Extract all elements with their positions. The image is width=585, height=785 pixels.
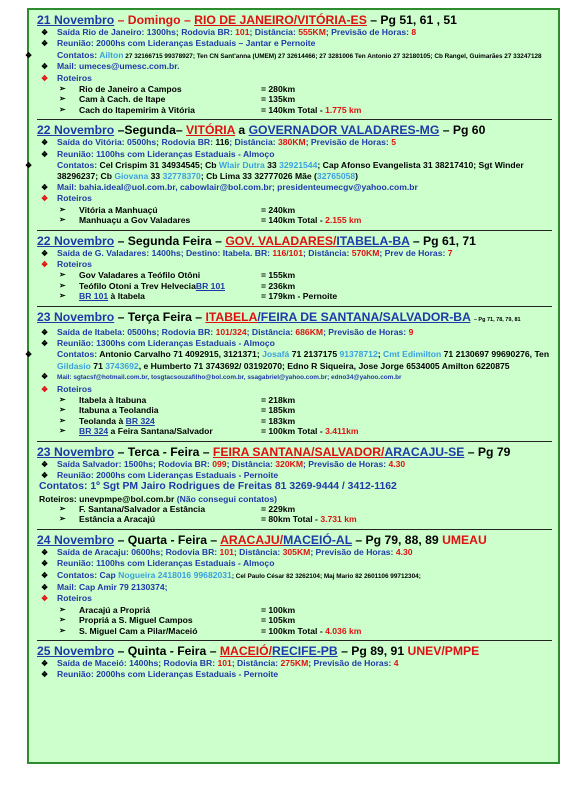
meeting-line: ❖ Reunião: 2000hs com Lideranças Estaduais - Pernoite bbox=[41, 669, 279, 680]
roteiros-label: ❖ Roteiros bbox=[41, 193, 92, 204]
departure-line: ❖ Saída de Maceió: 1400hs; Rodovia BR: 101; Distância: 275KM; Previsão de Horas: 4 bbox=[41, 658, 399, 669]
arrow-icon: ➢ bbox=[59, 405, 66, 415]
bullet-icon: ❖ bbox=[41, 248, 49, 258]
section-heading: 22 Novembro – Segunda Feira – GOV. VALADARES/ITABELA-BA – Pg 61, 71 bbox=[37, 233, 476, 248]
meeting-line: ❖ Reunião: 1100hs com Lideranças Estaduais - Almoço bbox=[41, 558, 275, 569]
route-row: ➢ Itabela à Itabuna = 218km bbox=[59, 394, 296, 405]
bullet-icon: ❖ bbox=[41, 384, 49, 394]
roteiros-label: ❖ Roteiros bbox=[41, 593, 92, 604]
departure-line: ❖ Saída Rio de Janeiro: 1300hs; Rodovia BR: 101; Distância: 555KM; Previsão de Horas: 8 bbox=[41, 27, 417, 37]
divider bbox=[37, 119, 552, 120]
contacts-line: ❖ Contatos: Cap Nogueira 2418016 99682031; Cel Paulo César 82 3262104; Maj Mario 82 2601106 99712304; bbox=[41, 569, 421, 580]
arrow-icon: ➢ bbox=[59, 104, 66, 114]
arrow-icon: ➢ bbox=[59, 514, 66, 524]
mail-line: ❖ Mail: sgtacsf@hotmail.com.br, tosgtacsouzafilho@bol.com.br, ssagabriel@yahoo.com.br; edno34@yahoo.com.br bbox=[41, 372, 402, 382]
roteiros-label: ❖ Roteiros bbox=[41, 72, 92, 83]
route-row: ➢ Estância a Aracajú = 80km Total - 3.731 km bbox=[59, 514, 357, 525]
route-row: ➢ Propriá a S. Miguel Campos = 105km bbox=[59, 615, 296, 626]
bullet-icon: ❖ bbox=[41, 28, 49, 37]
bullet-icon: ❖ bbox=[41, 338, 49, 348]
bullet-icon: ❖ bbox=[25, 50, 33, 60]
bullet-icon: ❖ bbox=[41, 471, 49, 480]
arrow-icon: ➢ bbox=[59, 280, 66, 290]
section-heading: 21 Novembro – Domingo – RIO DE JANEIRO/VITÓRIA-ES – Pg 51, 61 , 51 bbox=[37, 13, 457, 27]
route-row: ➢ Teófilo Otoni a Trev HelveciaBR 101 = 236km bbox=[59, 280, 296, 291]
departure-line: ❖ Saída de Aracaju: 0600hs; Rodovia BR: 101; Distância: 305KM; Previsão de Horas: 4.30 bbox=[41, 546, 413, 557]
bullet-icon: ❖ bbox=[41, 372, 49, 382]
divider bbox=[37, 441, 552, 442]
route-row: ➢ Cach do Itapemirim à Vitória = 140km Total - 1.775 km bbox=[59, 104, 362, 115]
bullet-icon: ❖ bbox=[41, 39, 49, 49]
bullet-icon: ❖ bbox=[41, 149, 49, 159]
arrow-icon: ➢ bbox=[59, 270, 66, 280]
bullet-icon: ❖ bbox=[41, 73, 49, 83]
divider bbox=[37, 529, 552, 530]
route-row: ➢ Aracajú a Propriá = 100km bbox=[59, 604, 296, 615]
arrow-icon: ➢ bbox=[59, 625, 66, 635]
section-25-nov bbox=[37, 644, 552, 681]
departure-line: ❖ Saída Salvador: 1500hs; Rodovia BR: 099; Distância: 320KM; Previsão de Horas: 4.30 bbox=[41, 458, 406, 469]
bullet-icon: ❖ bbox=[25, 161, 33, 171]
bullet-icon: ❖ bbox=[25, 350, 33, 360]
bullet-icon: ❖ bbox=[41, 559, 49, 569]
route-row: ➢ Cam à Cach. de Itape = 135km bbox=[59, 94, 296, 105]
departure-line: ❖ Saída de G. Valadares: 1400hs; Destino: Itabela. BR: 116/101; Distância: 570KM; Prev de Horas: 7 bbox=[41, 247, 453, 258]
route-row: ➢ BR 324 a Feira Santana/Salvador = 100km Total - 3.411km bbox=[59, 426, 359, 437]
bullet-icon: ❖ bbox=[41, 547, 49, 557]
bullet-icon: ❖ bbox=[41, 583, 49, 593]
contacts-line: ❖ Contatos: Cel Crispim 31 34934545; Cb Wlair Dutra 33 32921544; Cap Afonso Evangelista 31 38217410; Sgt Winder 38296237; Cb Giovana 33 32778370; Cb Lima 33 32777026 Mãe (32765058) bbox=[25, 160, 524, 182]
route-row: ➢ Teolanda à BR 324 = 183km bbox=[59, 415, 296, 426]
section-22-nov-b bbox=[37, 234, 552, 302]
bullet-icon: ❖ bbox=[41, 570, 49, 580]
itinerary-sheet bbox=[27, 8, 560, 764]
roteiros-label: ❖ Roteiros bbox=[41, 258, 92, 269]
roteiros-mail: Roteiros: unevpmpe@bol.com.br (Não consegui contatos) bbox=[39, 493, 278, 504]
contacts-heading: Contatos: 1º Sgt PM Jairo Rodrigues de Freitas 81 3269-9444 / 3412-1162 bbox=[39, 481, 397, 493]
section-heading: 24 Novembro – Quarta - Feira – ARACAJU/MACEIÓ-AL – Pg 79, 88, 89 UMEAU bbox=[37, 532, 487, 547]
arrow-icon: ➢ bbox=[59, 291, 66, 301]
section-heading: 22 Novembro –Segunda– VITÓRIA a GOVERNADOR VALADARES-MG – Pg 60 bbox=[37, 123, 486, 138]
section-heading: 25 Novembro – Quinta - Feira – MACEIÓ/RECIFE-PB – Pg 89, 91 UNEV/PMPE bbox=[37, 644, 480, 659]
bullet-icon: ❖ bbox=[41, 327, 49, 337]
arrow-icon: ➢ bbox=[59, 215, 66, 225]
arrow-icon: ➢ bbox=[59, 94, 66, 104]
arrow-icon: ➢ bbox=[59, 415, 66, 425]
arrow-icon: ➢ bbox=[59, 604, 66, 614]
meeting-line: ❖ Reunião: 2000hs com Lideranças Estaduais – Jantar e Pernoite bbox=[41, 38, 316, 49]
bullet-icon: ❖ bbox=[41, 659, 49, 669]
route-row: ➢ S. Miguel Cam a Pilar/Maceió = 100km Total - 4.036 km bbox=[59, 625, 362, 636]
divider bbox=[37, 640, 552, 641]
route-row: ➢ Gov Valadares a Teófilo Otôni = 155km bbox=[59, 270, 296, 281]
route-row: ➢ Itabuna a Teolandia = 185km bbox=[59, 405, 296, 416]
section-23-nov-a bbox=[25, 309, 552, 437]
section-heading: 23 Novembro – Terça Feira – ITABELA/FEIRA DE SANTANA/SALVADOR-BA – Pg 71, 78, 79, 81 bbox=[37, 309, 521, 324]
route-row: ➢ BR 101 à Itabela = 179km - Pernoite bbox=[59, 291, 338, 302]
meeting-line: ❖ Reunião: 1300hs com Lideranças Estaduais - Almoço bbox=[41, 337, 275, 348]
arrow-icon: ➢ bbox=[59, 504, 66, 514]
bullet-icon: ❖ bbox=[41, 670, 49, 680]
roteiros-label: ❖ Roteiros bbox=[41, 383, 92, 394]
contacts-line: ❖ Contatos: Antonio Carvalho 71 4092915, 3121371; Josafá 71 2137175 91378712; Cmt Edimilton 71 2130697 99690276, Ten Gildasio 71 3743692, e Humberto 71 3743692/ 03192070; Edno R Siqueira, Jose Jorge 6534005 Amilton 6220875 bbox=[25, 349, 550, 371]
departure-line: ❖ Saída de Itabela: 0500hs; Rodovia BR: 101/324; Distância: 686KM; Previsão de Horas: 9 bbox=[41, 326, 414, 337]
divider bbox=[37, 306, 552, 307]
route-row: ➢ F. Santana/Salvador a Estância = 229km bbox=[59, 504, 296, 515]
bullet-icon: ❖ bbox=[41, 259, 49, 269]
departure-line: ❖ Saída do Vitória: 0500hs; Rodovia BR: 116; Distância: 380KM; Previsão de Horas: 5 bbox=[41, 137, 396, 148]
mail-line: ❖ Mail: bahia.ideal@uol.com.br, cabowlair@bol.com.br; presidenteumecgv@yahoo.com.br bbox=[41, 181, 418, 192]
route-row: ➢ Manhuaçu a Gov Valadares = 140km Total - 2.155 km bbox=[59, 215, 362, 226]
arrow-icon: ➢ bbox=[59, 394, 66, 404]
bullet-icon: ❖ bbox=[41, 182, 49, 192]
bullet-icon: ❖ bbox=[41, 194, 49, 204]
meeting-line: ❖ Reunião: 1100hs com Lideranças Estaduais - Almoço bbox=[41, 148, 275, 159]
meeting-line: ❖ Reunião: 2000hs com Lideranças Estaduais - Pernoite bbox=[41, 470, 279, 480]
bullet-icon: ❖ bbox=[41, 459, 49, 469]
arrow-icon: ➢ bbox=[59, 615, 66, 625]
section-24-nov bbox=[37, 533, 552, 636]
bullet-icon: ❖ bbox=[41, 62, 49, 72]
divider bbox=[37, 230, 552, 231]
section-22-nov-a bbox=[25, 123, 552, 226]
section-heading: 23 Novembro – Terca - Feira – FEIRA SANTANA/SALVADOR/ARACAJU-SE – Pg 79 bbox=[37, 444, 511, 459]
mail-line: ❖ Mail: Cap Amir 79 2130374; bbox=[41, 582, 168, 593]
arrow-icon: ➢ bbox=[59, 426, 66, 436]
bullet-icon: ❖ bbox=[41, 138, 49, 148]
route-row: ➢ Rio de Janeiro a Campos = 280km bbox=[59, 84, 296, 95]
section-21-nov bbox=[25, 13, 552, 115]
section-23-nov-b bbox=[37, 445, 552, 525]
route-row: ➢ Vitória a Manhuaçú = 240km bbox=[59, 204, 296, 215]
arrow-icon: ➢ bbox=[59, 204, 66, 214]
bullet-icon: ❖ bbox=[41, 594, 49, 604]
arrow-icon: ➢ bbox=[59, 84, 66, 94]
contacts-line: ❖ Contatos: Ailton 27 32166715 99378927; Ten CN Sant'anna (UMEM) 27 32614466; 27 3281006 Ten Antonio 27 32180105; Cb Rangel, Guimarães 27 33247128 bbox=[25, 49, 542, 60]
mail-line: ❖ Mail: umeces@umesc.com.br. bbox=[41, 61, 180, 72]
